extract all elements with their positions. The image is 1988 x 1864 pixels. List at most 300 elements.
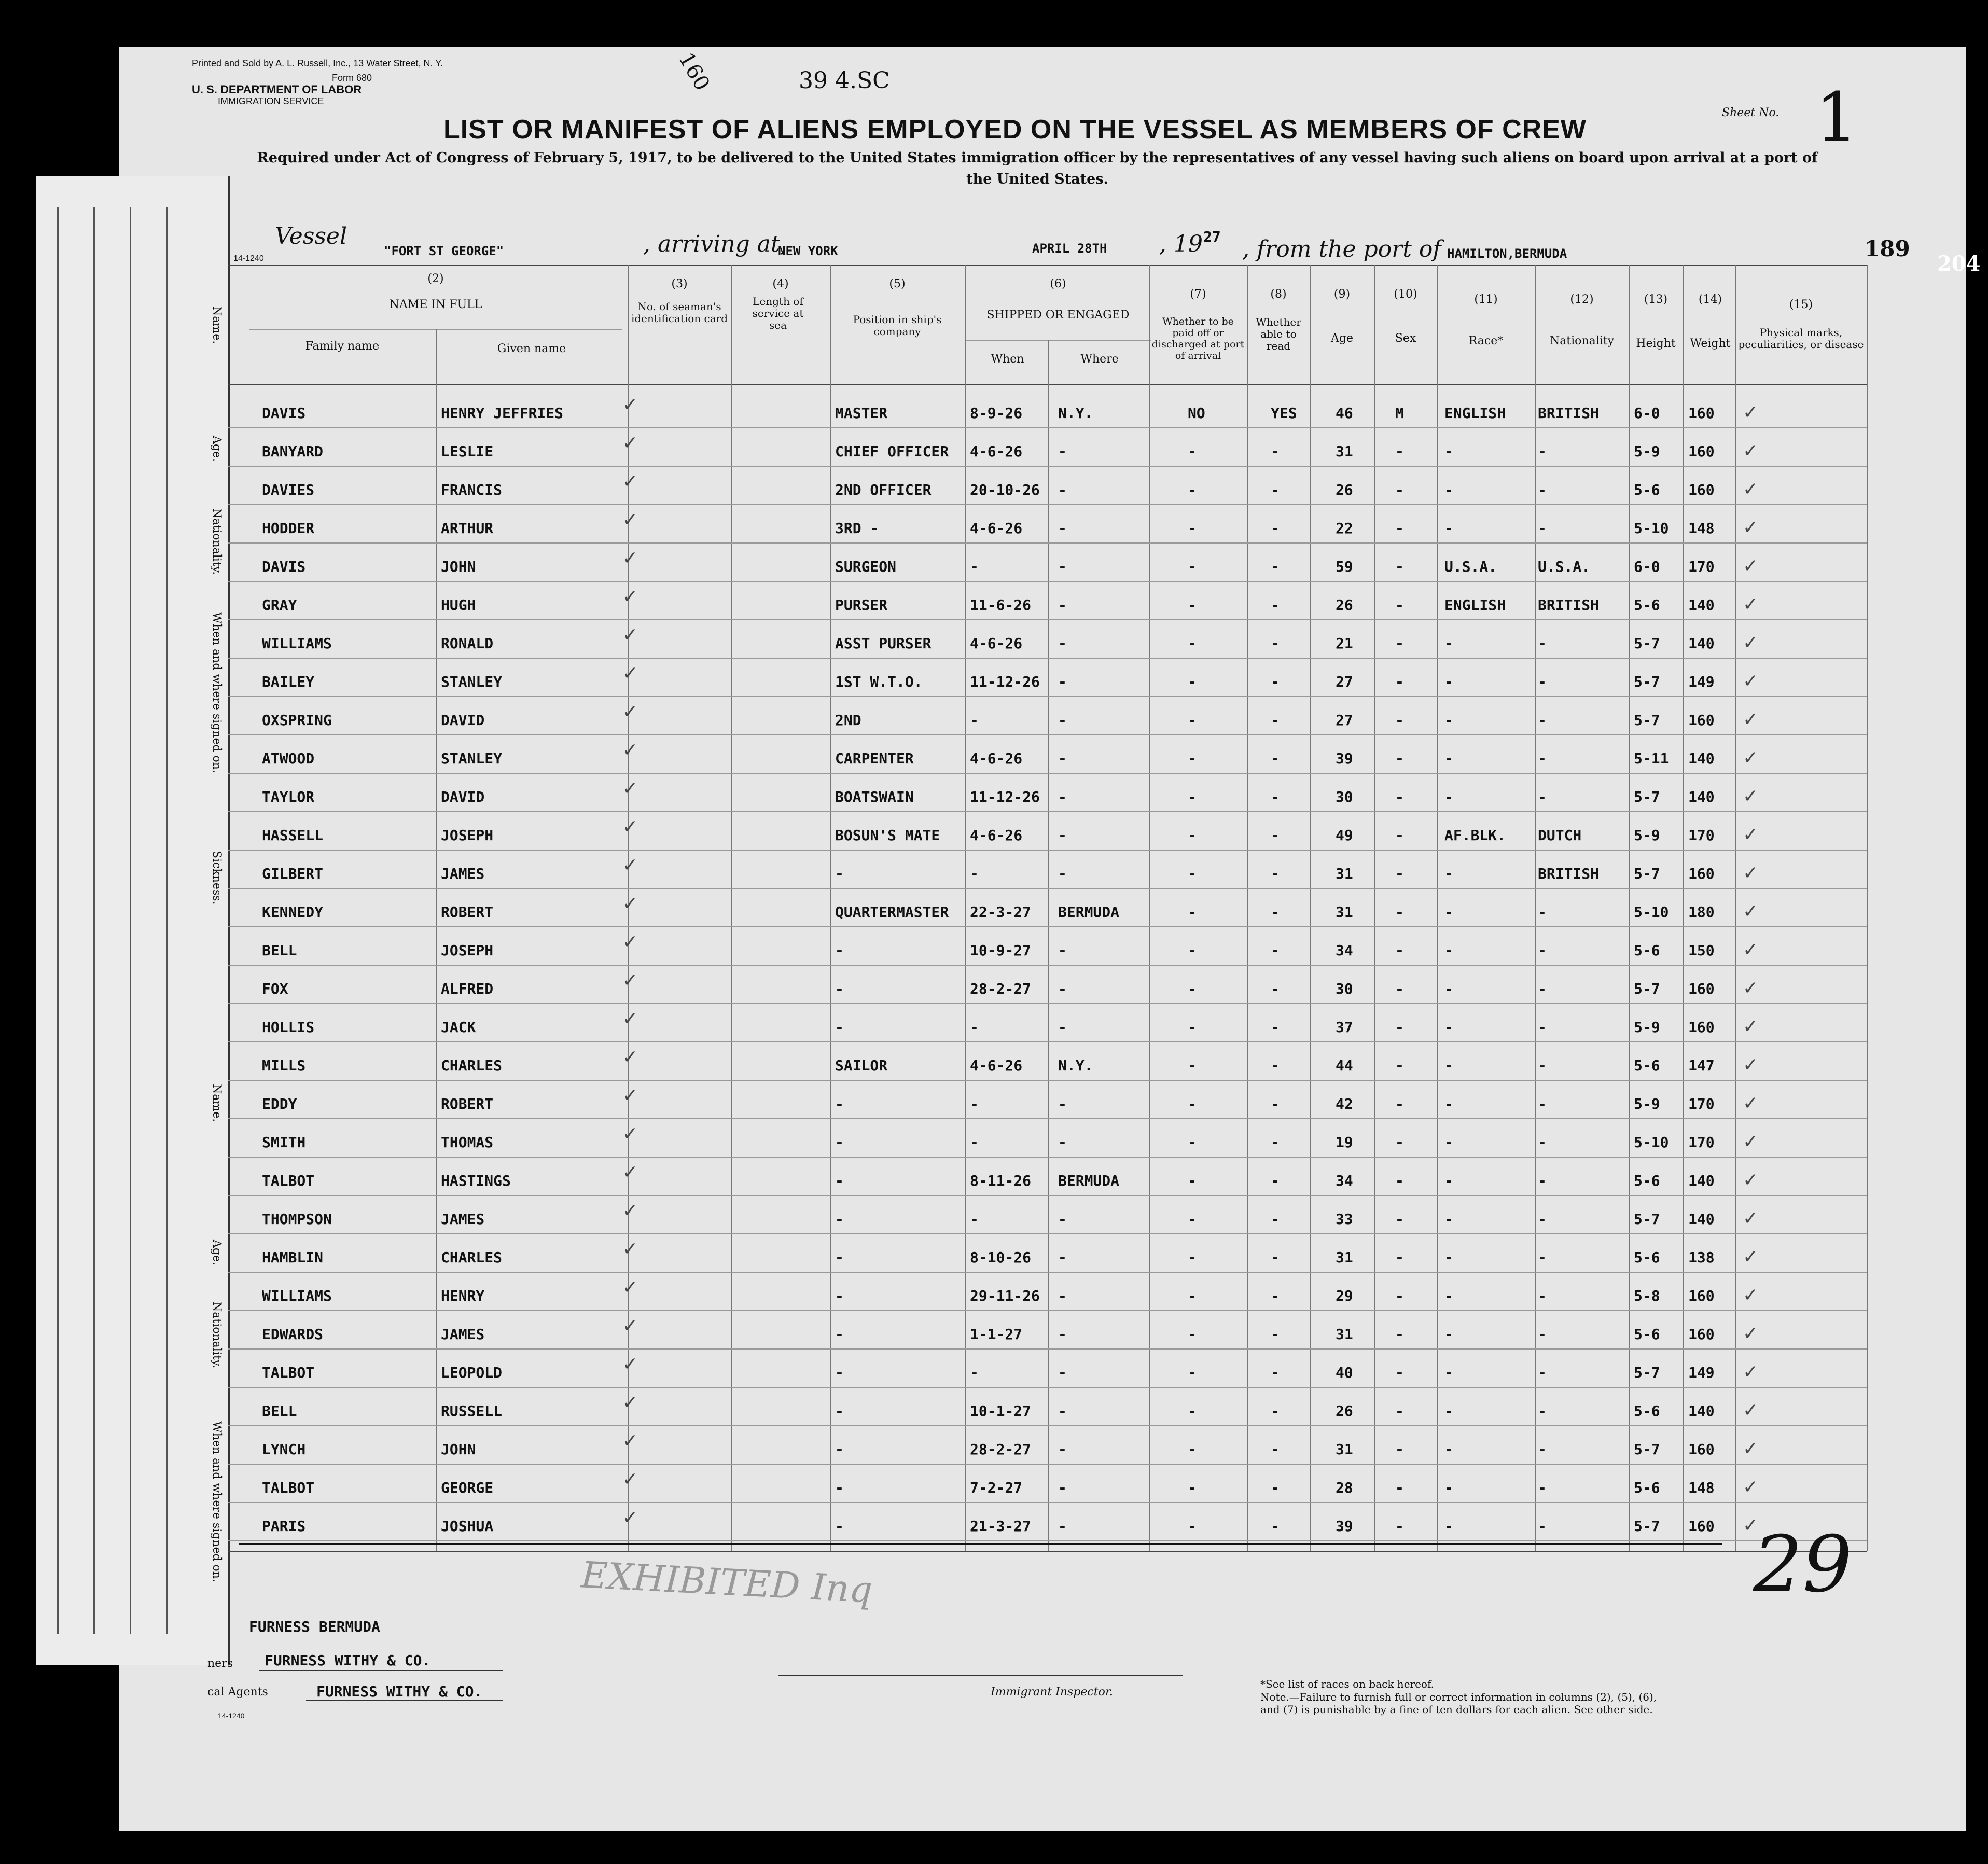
race-cell: - xyxy=(1444,865,1453,882)
nationality-cell: - xyxy=(1538,635,1547,652)
paid-off-cell: - xyxy=(1188,1095,1197,1112)
check-mark-icon: ✓ xyxy=(1743,402,1759,423)
paid-off-cell: - xyxy=(1188,1057,1197,1074)
where-cell: - xyxy=(1058,1441,1067,1458)
able-to-read-cell: - xyxy=(1271,1326,1280,1343)
strip-label: Name. xyxy=(210,306,223,344)
sex-cell: - xyxy=(1395,481,1404,498)
check-mark-icon: ✓ xyxy=(622,1162,638,1183)
race-cell: - xyxy=(1444,1479,1453,1496)
weight-cell: 170 xyxy=(1688,558,1715,575)
family-name-cell: GRAY xyxy=(262,596,297,614)
family-name-cell: SMITH xyxy=(262,1134,306,1151)
agents-value: FURNESS WITHY & CO. xyxy=(316,1683,483,1700)
height-cell: 5-7 xyxy=(1634,635,1660,652)
when-cell: - xyxy=(970,1134,979,1151)
given-name-cell: JAMES xyxy=(441,1211,485,1228)
check-mark-icon: ✓ xyxy=(1743,978,1759,999)
check-mark-icon: ✓ xyxy=(1743,863,1759,884)
age-cell: 46 xyxy=(1336,405,1353,422)
family-name-cell: ATWOOD xyxy=(262,750,315,767)
height-cell: 5-6 xyxy=(1634,596,1660,614)
given-name-cell: CHARLES xyxy=(441,1249,503,1266)
given-name-cell: HENRY JEFFRIES xyxy=(441,405,564,422)
able-to-read-cell: - xyxy=(1271,788,1280,805)
sex-cell: - xyxy=(1395,1364,1404,1381)
given-name-cell: THOMAS xyxy=(441,1134,494,1151)
where-cell: - xyxy=(1058,1249,1067,1266)
col-position: Position in ship's company xyxy=(853,313,942,338)
check-mark-icon: ✓ xyxy=(1743,1170,1759,1191)
given-name-cell: LESLIE xyxy=(441,443,494,460)
vessel-label: Vessel xyxy=(275,223,347,249)
able-to-read-cell: YES xyxy=(1271,405,1297,422)
nationality-cell: - xyxy=(1538,1211,1547,1228)
handwritten-note: EXHIBITED Inq xyxy=(580,1553,874,1611)
sex-cell: - xyxy=(1395,1326,1404,1343)
race-cell: U.S.A. xyxy=(1444,558,1497,575)
check-mark-icon: ✓ xyxy=(1743,479,1759,500)
side-strip xyxy=(36,176,230,1665)
where-cell: - xyxy=(1058,1364,1067,1381)
able-to-read-cell: - xyxy=(1271,1479,1280,1496)
sheet-label: Sheet No. xyxy=(1722,106,1780,119)
when-cell: 10-9-27 xyxy=(970,942,1032,959)
nationality-cell: - xyxy=(1538,750,1547,767)
where-cell: - xyxy=(1058,1095,1067,1112)
total-count: 29 xyxy=(1753,1520,1852,1610)
paid-off-cell: - xyxy=(1188,558,1197,575)
family-name-cell: WILLIAMS xyxy=(262,635,332,652)
check-mark-icon: ✓ xyxy=(1743,709,1759,730)
check-mark-icon: ✓ xyxy=(622,1430,638,1452)
weight-cell: 170 xyxy=(1688,1095,1715,1112)
strip-label: Sickness. xyxy=(210,851,223,905)
age-cell: 31 xyxy=(1336,443,1353,460)
check-mark-icon: ✓ xyxy=(1743,1016,1759,1037)
race-cell: - xyxy=(1444,1326,1453,1343)
check-mark-icon: ✓ xyxy=(1743,939,1759,961)
sex-cell: - xyxy=(1395,1211,1404,1228)
col-height: Height xyxy=(1636,337,1676,350)
where-cell: - xyxy=(1058,1134,1067,1151)
given-name-cell: JAMES xyxy=(441,1326,485,1343)
check-mark-icon: ✓ xyxy=(622,931,638,953)
age-cell: 49 xyxy=(1336,827,1353,844)
weight-cell: 170 xyxy=(1688,1134,1715,1151)
check-mark-icon: ✓ xyxy=(622,1315,638,1337)
race-cell: - xyxy=(1444,788,1453,805)
note-fine: Note.—Failure to furnish full or correct information in columns (2), (5), (6), and (7) is punishable by a fine of ten dollars for each alien. See other side. xyxy=(1260,1691,1657,1716)
inspector-label: Immigrant Inspector. xyxy=(991,1686,1113,1699)
height-cell: 5-9 xyxy=(1634,443,1660,460)
weight-cell: 160 xyxy=(1688,1287,1715,1304)
height-cell: 5-7 xyxy=(1634,980,1660,997)
nationality-cell: - xyxy=(1538,788,1547,805)
weight-cell: 160 xyxy=(1688,1019,1715,1036)
where-cell: - xyxy=(1058,1287,1067,1304)
age-cell: 31 xyxy=(1336,1249,1353,1266)
given-name-cell: JOHN xyxy=(441,558,476,575)
arriving-label: , arriving at, xyxy=(643,231,787,257)
check-mark-icon: ✓ xyxy=(622,1047,638,1068)
age-cell: 26 xyxy=(1336,596,1353,614)
age-cell: 31 xyxy=(1336,865,1353,882)
able-to-read-cell: - xyxy=(1271,596,1280,614)
annotation-160: 160 xyxy=(674,48,715,95)
where-cell: - xyxy=(1058,520,1067,537)
age-cell: 44 xyxy=(1336,1057,1353,1074)
col-6-number: (6) xyxy=(1050,277,1066,290)
check-mark-icon: ✓ xyxy=(1743,632,1759,653)
year-prefix: , 19 xyxy=(1159,231,1203,257)
position-cell: - xyxy=(835,1172,844,1189)
col-8-number: (8) xyxy=(1270,288,1287,301)
where-cell: - xyxy=(1058,788,1067,805)
race-cell: - xyxy=(1444,980,1453,997)
check-mark-icon: ✓ xyxy=(1743,1246,1759,1268)
position-cell: ASST PURSER xyxy=(835,635,932,652)
where-cell: - xyxy=(1058,635,1067,652)
sex-cell: - xyxy=(1395,520,1404,537)
weight-cell: 140 xyxy=(1688,1402,1715,1420)
age-cell: 34 xyxy=(1336,1172,1353,1189)
given-name-cell: ARTHUR xyxy=(441,520,494,537)
given-name-cell: CHARLES xyxy=(441,1057,503,1074)
year-suffix: 27 xyxy=(1203,228,1221,245)
check-mark-icon: ✓ xyxy=(1743,1438,1759,1459)
check-mark-icon: ✓ xyxy=(622,1123,638,1145)
weight-cell: 170 xyxy=(1688,827,1715,844)
col-able-to-read: Whether able to read xyxy=(1256,316,1301,352)
check-mark-icon: ✓ xyxy=(1743,555,1759,577)
side-number: 204 xyxy=(1937,252,1981,276)
weight-cell: 140 xyxy=(1688,1211,1715,1228)
age-cell: 39 xyxy=(1336,1518,1353,1535)
given-name-cell: DAVID xyxy=(441,788,485,805)
check-mark-icon: ✓ xyxy=(622,1200,638,1221)
paid-off-cell: - xyxy=(1188,827,1197,844)
given-name-cell: STANLEY xyxy=(441,750,503,767)
nationality-cell: - xyxy=(1538,1326,1547,1343)
where-cell: N.Y. xyxy=(1058,1057,1093,1074)
height-cell: 6-0 xyxy=(1634,558,1660,575)
col-given-name: Given name xyxy=(497,342,566,355)
race-cell: - xyxy=(1444,1134,1453,1151)
given-name-cell: RONALD xyxy=(441,635,494,652)
when-cell: 4-6-26 xyxy=(970,443,1023,460)
sex-cell: - xyxy=(1395,558,1404,575)
age-cell: 26 xyxy=(1336,1402,1353,1420)
when-cell: 10-1-27 xyxy=(970,1402,1032,1420)
weight-cell: 149 xyxy=(1688,673,1715,690)
position-cell: - xyxy=(835,1249,844,1266)
weight-cell: 150 xyxy=(1688,942,1715,959)
footer-form-code: 14-1240 xyxy=(218,1712,245,1720)
height-cell: 5-9 xyxy=(1634,827,1660,844)
paid-off-cell: - xyxy=(1188,903,1197,921)
paid-off-cell: - xyxy=(1188,1287,1197,1304)
weight-cell: 160 xyxy=(1688,980,1715,997)
left-code: 14-1240 xyxy=(233,254,264,263)
race-cell: ENGLISH xyxy=(1444,596,1506,614)
sex-cell: - xyxy=(1395,1172,1404,1189)
nationality-cell: - xyxy=(1538,1479,1547,1496)
when-cell: 11-6-26 xyxy=(970,596,1032,614)
height-cell: 5-6 xyxy=(1634,1479,1660,1496)
nationality-cell: BRITISH xyxy=(1538,596,1600,614)
where-cell: - xyxy=(1058,443,1067,460)
col-2-number: (2) xyxy=(427,272,444,285)
able-to-read-cell: - xyxy=(1271,1402,1280,1420)
able-to-read-cell: - xyxy=(1271,1172,1280,1189)
when-cell: 28-2-27 xyxy=(970,980,1032,997)
col-where: Where xyxy=(1080,353,1119,366)
where-cell: BERMUDA xyxy=(1058,903,1120,921)
agents-label: cal Agents xyxy=(207,1686,268,1699)
col-seaman-card: No. of seaman's identification card xyxy=(631,300,728,325)
sex-cell: - xyxy=(1395,712,1404,729)
check-mark-icon: ✓ xyxy=(622,1085,638,1106)
weight-cell: 148 xyxy=(1688,520,1715,537)
race-cell: - xyxy=(1444,481,1453,498)
when-cell: - xyxy=(970,1364,979,1381)
when-cell: - xyxy=(970,1095,979,1112)
family-name-cell: DAVIS xyxy=(262,558,306,575)
position-cell: QUARTERMASTER xyxy=(835,903,949,921)
able-to-read-cell: - xyxy=(1271,712,1280,729)
col-15-number: (15) xyxy=(1789,298,1813,311)
family-name-cell: BAILEY xyxy=(262,673,315,690)
check-mark-icon: ✓ xyxy=(622,624,638,646)
family-name-cell: HASSELL xyxy=(262,827,324,844)
height-cell: 5-7 xyxy=(1634,788,1660,805)
sex-cell: - xyxy=(1395,1019,1404,1036)
paid-off-cell: - xyxy=(1188,1479,1197,1496)
paid-off-cell: - xyxy=(1188,980,1197,997)
height-cell: 5-7 xyxy=(1634,712,1660,729)
when-cell: 7-2-27 xyxy=(970,1479,1023,1496)
race-cell: ENGLISH xyxy=(1444,405,1506,422)
when-cell: 28-2-27 xyxy=(970,1441,1032,1458)
nationality-cell: - xyxy=(1538,1287,1547,1304)
height-cell: 5-7 xyxy=(1634,1518,1660,1535)
paid-off-cell: - xyxy=(1188,1211,1197,1228)
height-cell: 5-6 xyxy=(1634,481,1660,498)
col-3-number: (3) xyxy=(671,277,688,290)
col-physical-marks: Physical marks, peculiarities, or disease xyxy=(1738,326,1864,351)
height-cell: 5-11 xyxy=(1634,750,1669,767)
paid-off-cell: NO xyxy=(1188,405,1205,422)
able-to-read-cell: - xyxy=(1271,481,1280,498)
check-mark-icon: ✓ xyxy=(1743,1131,1759,1152)
able-to-read-cell: - xyxy=(1271,1057,1280,1074)
sex-cell: - xyxy=(1395,1287,1404,1304)
nationality-cell: - xyxy=(1538,481,1547,498)
sex-cell: - xyxy=(1395,1134,1404,1151)
where-cell: - xyxy=(1058,942,1067,959)
sex-cell: - xyxy=(1395,903,1404,921)
col-nationality: Nationality xyxy=(1549,335,1615,347)
given-name-cell: STANLEY xyxy=(441,673,503,690)
paid-off-cell: - xyxy=(1188,1441,1197,1458)
able-to-read-cell: - xyxy=(1271,942,1280,959)
check-mark-icon: ✓ xyxy=(1743,594,1759,615)
able-to-read-cell: - xyxy=(1271,1019,1280,1036)
race-cell: - xyxy=(1444,942,1453,959)
when-cell: - xyxy=(970,1211,979,1228)
height-cell: 5-9 xyxy=(1634,1019,1660,1036)
check-mark-icon: ✓ xyxy=(622,586,638,607)
page-title: LIST OR MANIFEST OF ALIENS EMPLOYED ON THE VESSEL AS MEMBERS OF CREW xyxy=(443,115,1587,145)
family-name-cell: HAMBLIN xyxy=(262,1249,324,1266)
race-cell: - xyxy=(1444,1095,1453,1112)
height-cell: 5-8 xyxy=(1634,1287,1660,1304)
paid-off-cell: - xyxy=(1188,1134,1197,1151)
check-mark-icon: ✓ xyxy=(622,1392,638,1413)
check-mark-icon: ✓ xyxy=(1743,824,1759,845)
check-mark-icon: ✓ xyxy=(1743,1361,1759,1383)
height-cell: 5-7 xyxy=(1634,1364,1660,1381)
given-name-cell: RUSSELL xyxy=(441,1402,503,1420)
family-name-cell: KENNEDY xyxy=(262,903,324,921)
check-mark-icon: ✓ xyxy=(1743,901,1759,922)
sex-cell: - xyxy=(1395,827,1404,844)
position-cell: 3RD - xyxy=(835,520,879,537)
position-cell: - xyxy=(835,1134,844,1151)
race-cell: - xyxy=(1444,443,1453,460)
height-cell: 5-6 xyxy=(1634,1402,1660,1420)
when-cell: 11-12-26 xyxy=(970,673,1040,690)
position-cell: 1ST W.T.O. xyxy=(835,673,923,690)
col-paid-off: Whether to be paid off or discharged at port of arrival xyxy=(1151,316,1245,361)
col-shipped-or-engaged: SHIPPED OR ENGAGED xyxy=(986,309,1130,322)
check-mark-icon: ✓ xyxy=(622,1469,638,1490)
able-to-read-cell: - xyxy=(1271,520,1280,537)
sex-cell: - xyxy=(1395,1095,1404,1112)
where-cell: - xyxy=(1058,827,1067,844)
col-5-number: (5) xyxy=(889,277,906,290)
sex-cell: - xyxy=(1395,1402,1404,1420)
weight-cell: 140 xyxy=(1688,635,1715,652)
position-cell: - xyxy=(835,1326,844,1343)
strike-line xyxy=(239,1543,1722,1545)
check-mark-icon: ✓ xyxy=(622,701,638,722)
paid-off-cell: - xyxy=(1188,596,1197,614)
able-to-read-cell: - xyxy=(1271,865,1280,882)
nationality-cell: - xyxy=(1538,712,1547,729)
annotation-top: 39 4.SC xyxy=(799,67,890,94)
position-cell: BOATSWAIN xyxy=(835,788,914,805)
height-cell: 5-6 xyxy=(1634,942,1660,959)
age-cell: 39 xyxy=(1336,750,1353,767)
able-to-read-cell: - xyxy=(1271,1364,1280,1381)
note-races: *See list of races on back hereof. xyxy=(1260,1678,1435,1690)
col-family-name: Family name xyxy=(305,340,380,353)
age-cell: 22 xyxy=(1336,520,1353,537)
able-to-read-cell: - xyxy=(1271,980,1280,997)
race-cell: AF.BLK. xyxy=(1444,827,1506,844)
when-cell: 29-11-26 xyxy=(970,1287,1040,1304)
strip-label: Name. xyxy=(210,1084,223,1122)
page-number: 189 xyxy=(1865,236,1910,261)
race-cell: - xyxy=(1444,1402,1453,1420)
paid-off-cell: - xyxy=(1188,1172,1197,1189)
when-cell: - xyxy=(970,1019,979,1036)
height-cell: 5-7 xyxy=(1634,1211,1660,1228)
weight-cell: 160 xyxy=(1688,712,1715,729)
arrival-date: APRIL 28TH xyxy=(1032,241,1107,256)
sex-cell: - xyxy=(1395,443,1404,460)
race-cell: - xyxy=(1444,635,1453,652)
family-name-cell: LYNCH xyxy=(262,1441,306,1458)
age-cell: 59 xyxy=(1336,558,1353,575)
col-4-number: (4) xyxy=(772,277,789,290)
when-cell: 20-10-26 xyxy=(970,481,1040,498)
sex-cell: - xyxy=(1395,1441,1404,1458)
given-name-cell: ALFRED xyxy=(441,980,494,997)
family-name-cell: TALBOT xyxy=(262,1172,315,1189)
able-to-read-cell: - xyxy=(1271,443,1280,460)
position-cell: - xyxy=(835,865,844,882)
age-cell: 34 xyxy=(1336,942,1353,959)
paid-off-cell: - xyxy=(1188,1019,1197,1036)
age-cell: 29 xyxy=(1336,1287,1353,1304)
when-cell: 4-6-26 xyxy=(970,827,1023,844)
footer-line1: FURNESS BERMUDA xyxy=(249,1618,380,1635)
nationality-cell: - xyxy=(1538,443,1547,460)
sex-cell: - xyxy=(1395,1249,1404,1266)
weight-cell: 140 xyxy=(1688,1172,1715,1189)
check-mark-icon: ✓ xyxy=(622,855,638,876)
nationality-cell: - xyxy=(1538,1518,1547,1535)
weight-cell: 160 xyxy=(1688,1518,1715,1535)
given-name-cell: HUGH xyxy=(441,596,476,614)
where-cell: - xyxy=(1058,1402,1067,1420)
age-cell: 27 xyxy=(1336,673,1353,690)
paid-off-cell: - xyxy=(1188,520,1197,537)
nationality-cell: - xyxy=(1538,980,1547,997)
when-cell: 21-3-27 xyxy=(970,1518,1032,1535)
position-cell: 2ND OFFICER xyxy=(835,481,932,498)
sex-cell: - xyxy=(1395,1479,1404,1496)
able-to-read-cell: - xyxy=(1271,1134,1280,1151)
when-cell: 4-6-26 xyxy=(970,750,1023,767)
able-to-read-cell: - xyxy=(1271,673,1280,690)
given-name-cell: GEORGE xyxy=(441,1479,494,1496)
check-mark-icon: ✓ xyxy=(622,893,638,914)
able-to-read-cell: - xyxy=(1271,1441,1280,1458)
age-cell: 27 xyxy=(1336,712,1353,729)
able-to-read-cell: - xyxy=(1271,750,1280,767)
position-cell: SURGEON xyxy=(835,558,897,575)
check-mark-icon: ✓ xyxy=(622,740,638,761)
height-cell: 5-7 xyxy=(1634,673,1660,690)
position-cell: - xyxy=(835,1518,844,1535)
check-mark-icon: ✓ xyxy=(1743,1093,1759,1114)
paid-off-cell: - xyxy=(1188,635,1197,652)
given-name-cell: JOSEPH xyxy=(441,827,494,844)
weight-cell: 149 xyxy=(1688,1364,1715,1381)
weight-cell: 160 xyxy=(1688,481,1715,498)
col-race: Race* xyxy=(1468,335,1504,347)
position-cell: - xyxy=(835,942,844,959)
when-cell: 4-6-26 xyxy=(970,520,1023,537)
where-cell: - xyxy=(1058,1211,1067,1228)
col-weight: Weight xyxy=(1690,337,1731,350)
able-to-read-cell: - xyxy=(1271,1518,1280,1535)
nationality-cell: - xyxy=(1538,1057,1547,1074)
